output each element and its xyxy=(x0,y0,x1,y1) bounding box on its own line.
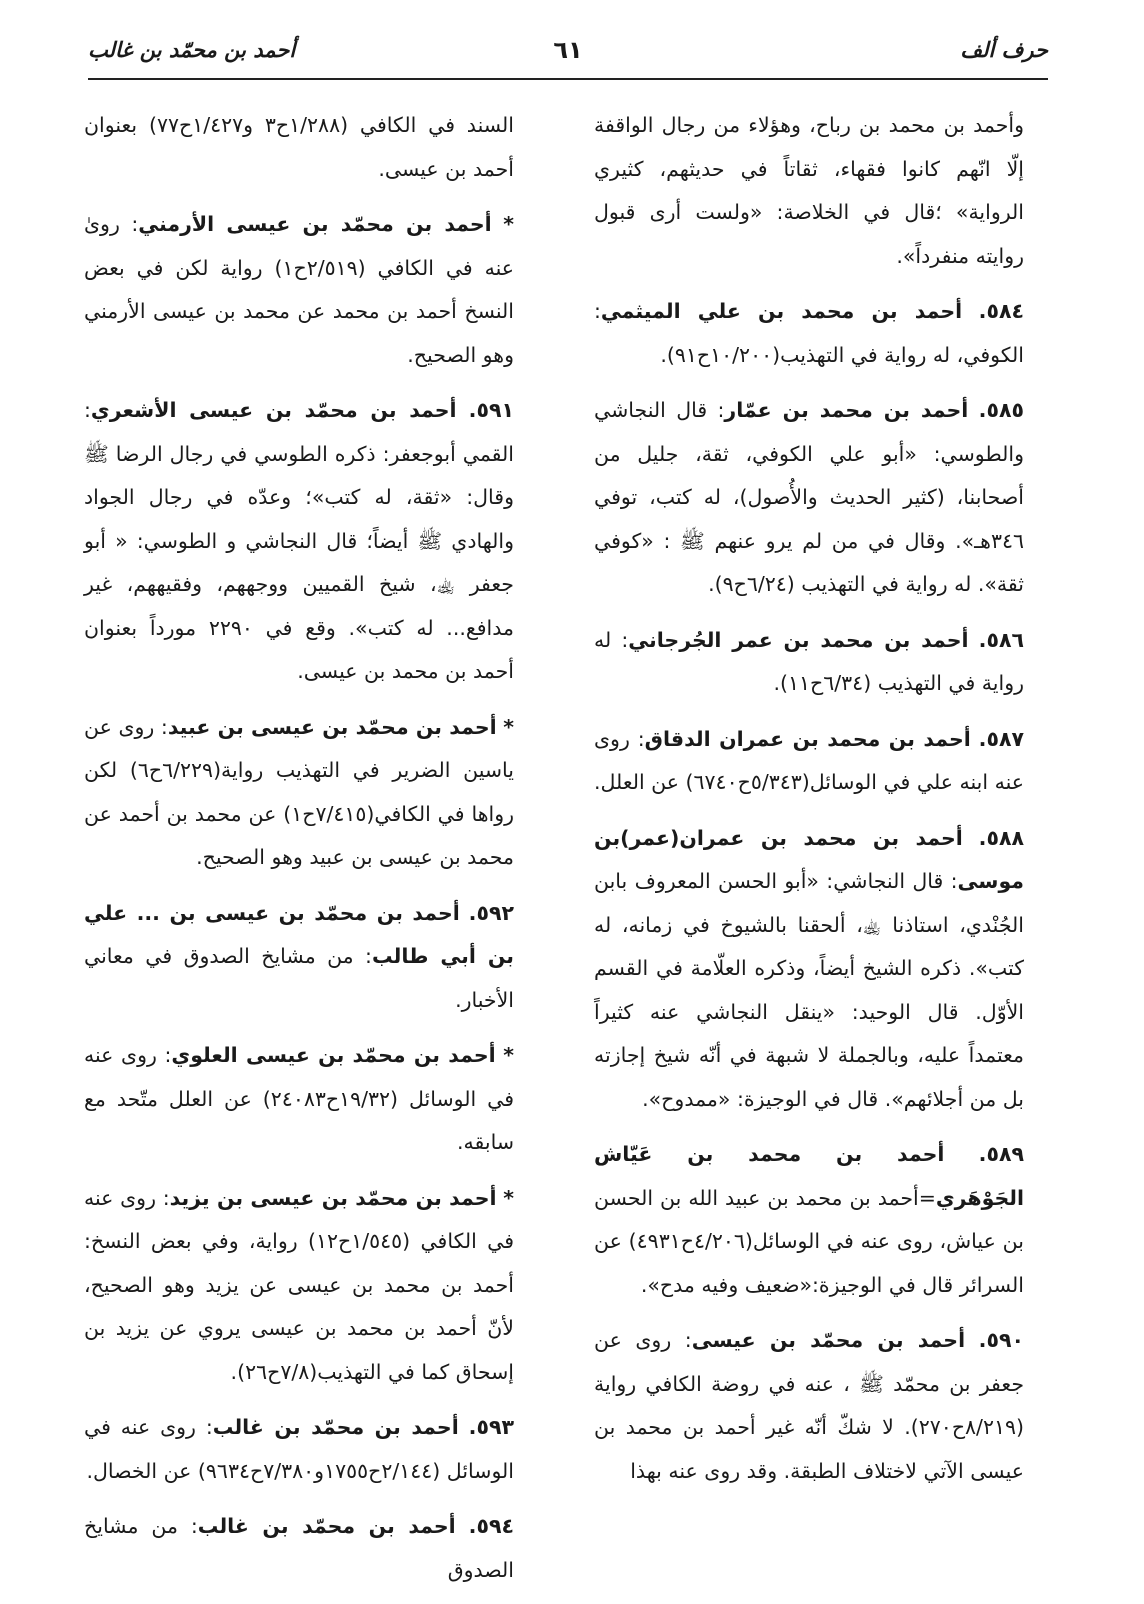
biography-entry xyxy=(594,718,1024,805)
entry-text: : روىٰ عنه في الكافي (٢/٥١٩ح١) رواية لكن في بعض النسخ أحمد بن محمد عن محمد بن عيسى الأرمني وهو الصحيح. xyxy=(84,212,514,367)
entry-text: : من مشايخ الصدوق xyxy=(84,1514,514,1582)
entry-name: أحمد بن محمد بن علي الميثمي xyxy=(600,299,963,323)
entry-name: أحمد بن محمّد بن عيسى xyxy=(691,1328,966,1352)
entry-number: ٥٨٤. xyxy=(978,299,1024,323)
entry-number: ٥٩١. xyxy=(468,398,514,422)
entry-text: : قال النجاشي: «أبو الحسن المعروف بابن الجُنْدي، استاذنا ﵀، ألحقنا بالشيوخ في زمانه، له كتب». ذكره الشيخ أيضاً، وذكره العلّامة في القسم الأوّل. قال الوحيد: «ينقل النجاشي عنه كثيراً معتمداً عليه، وبالجملة لا شبهة في أنّه شيخ إجازته بل من أجلائهم». قال في الوجيزة: «ممدوح». xyxy=(594,869,1024,1111)
page-header xyxy=(88,30,1048,80)
entry-number: ٥٩٢. xyxy=(468,900,514,925)
entry-number: ٥٨٥. xyxy=(978,398,1024,422)
entry-marker: * xyxy=(503,1185,514,1210)
entry-number: ٥٨٧. xyxy=(978,726,1024,751)
entry-text: : له رواية في التهذيب (٦/٣٤ح١١). xyxy=(594,627,1024,695)
biography-entry xyxy=(84,104,514,191)
biography-entry xyxy=(84,389,514,694)
entry-text: وأحمد بن محمد بن رباح، وهؤلاء من رجال الواقفة إلّا انّهم كانوا فقهاء، ثقاتاً في حديثهم، كثيري الرواية» ؛قال في الخلاصة: «ولست أرى قبول روايته منفرداً». xyxy=(594,113,1024,268)
page-number: ٦١ xyxy=(553,36,583,64)
entry-text: : روى عنه ابنه علي في الوسائل(٥/٣٤٣ح٦٧٤٠) عن العلل. xyxy=(594,726,1024,794)
entry-marker: * xyxy=(503,212,514,236)
right-column xyxy=(594,104,1024,1505)
entry-number: ٥٨٦. xyxy=(978,627,1024,652)
biography-entry xyxy=(594,817,1024,1122)
entry-name: أحمد بن محمّد بن عيسى العلوي xyxy=(171,1043,496,1067)
biography-entry xyxy=(594,1319,1024,1493)
entry-text: : روى عنه في الكافي (١/٥٤٥ح١٢) رواية، وفي بعض النسخ: أحمد بن محمد بن عيسى عن يزيد وهو الصحيح، لأنّ أحمد بن محمد بن عيسى يروي عن يزيد بن إسحاق كما في التهذيب(٧/٨ح٢٦). xyxy=(84,1185,514,1384)
entry-text: : القمي أبوجعفر: ذكره الطوسي في رجال الرضا ﷺ وقال: «ثقة، له كتب»؛ وعدّه في رجال الجواد والهادي ﷺ أيضاً؛ قال النجاشي و الطوسي: « أبو جعفر ﵀، شيخ القميين ووجههم، وفقيههم، غير مدافع... له كتب». وقع في ٢٢٩٠ مورداً بعنوان أحمد بن محمد بن عيسى. xyxy=(84,398,514,683)
biography-entry xyxy=(84,203,514,377)
entry-name: أحمد بن محمد بن عمّار xyxy=(724,398,969,422)
entry-text: : من مشايخ الصدوق في معاني الأخبار. xyxy=(84,944,514,1012)
entry-number: ٥٨٨. xyxy=(978,825,1024,850)
entry-text: : روى عنه في الوسائل (٢/١٤٤ح١٧٥٥و٧/٣٨٠ح٩٦٣٤) عن الخصال. xyxy=(84,1415,514,1483)
entry-marker: * xyxy=(503,1043,514,1067)
biography-entry xyxy=(84,892,514,1023)
entry-number: ٥٨٩. xyxy=(978,1142,1024,1166)
entry-marker: * xyxy=(503,714,514,739)
biography-entry xyxy=(594,619,1024,706)
entry-text: السند في الكافي (١/٢٨٨ح٣ و١/٤٢٧ح٧٧) بعنوان أحمد بن عيسى. xyxy=(84,113,514,181)
biography-entry xyxy=(84,1406,514,1493)
biography-entry xyxy=(84,706,514,880)
chapter-title: حرف ألف xyxy=(960,38,1048,62)
entry-name: أحمد بن محمّد بن غالب xyxy=(212,1415,459,1439)
entry-text: : روى عن جعفر بن محمّد ﷺ ، عنه في روضة الكافي رواية (٨/٢١٩ح٢٧٠). لا شكّ أنّه غير أحمد بن محمد بن عيسى الآتي لاختلاف الطبقة. وقد روى عنه بهذا xyxy=(594,1328,1024,1483)
entry-name: أحمد بن محمّد بن عيسى الأشعري xyxy=(90,398,457,422)
biography-entry xyxy=(84,1177,514,1395)
entry-name: أحمد بن محمّد بن عيسى بن عبيد xyxy=(167,714,497,739)
entry-name: أحمد بن محمّد بن عيسى بن ... علي بن أبي طالب xyxy=(84,900,514,968)
entry-name: أحمد بن محمد بن عمر الجُرجاني xyxy=(628,627,969,652)
entry-number: ٥٩٣. xyxy=(468,1415,514,1439)
entry-name: أحمد بن محمد بن عمران(عمر)بن موسى xyxy=(594,825,1024,893)
biography-entry xyxy=(84,1505,514,1592)
running-title: أحمد بن محمّد بن غالب xyxy=(88,38,296,62)
entry-text: : روى عن ياسين الضرير في التهذيب رواية(٦/٢٢٩ح٦) لكن رواها في الكافي(٧/٤١٥ح١) عن محمد بن أحمد عن محمد بن عيسى بن عبيد وهو الصحيح. xyxy=(84,714,515,869)
entry-text: =أحمد بن محمد بن عبيد الله بن الحسن بن عياش، روى عنه في الوسائل(٤/٢٠٦ح٤٩٣١) عن السرائر قال في الوجيزة:«ضعيف وفيه مدح». xyxy=(594,1185,1024,1297)
entry-text: : قال النجاشي والطوسي: «أبو علي الكوفي، ثقة، جليل من أصحابنا، (كثير الحديث والأُصول)، له كتب، توفي ٣٤٦هـ». وقال في من لم يرو عنهم ﷺ : «كوفي ثقة». له رواية في التهذيب (٦/٢٤ح٩). xyxy=(594,398,1024,596)
entry-name: أحمد بن محمّد بن عيسى الأرمني xyxy=(138,212,492,236)
entry-name: أحمد بن محمّد بن غالب xyxy=(197,1514,456,1538)
biography-entry xyxy=(594,290,1024,377)
entry-text: : الكوفي، له رواية في التهذيب(١٠/٢٠٠ح٩١). xyxy=(594,299,1024,367)
entry-text: : روى عنه في الوسائل (١٩/٣٢ح٢٤٠٨٣) عن العلل متّحد مع سابقه. xyxy=(84,1043,514,1154)
entry-name: أحمد بن محمد بن عَيّاش الجَوْهَري xyxy=(594,1142,1024,1210)
entry-name: أحمد بن محمّد بن عيسى بن يزيد xyxy=(169,1185,497,1210)
entry-number: ٥٩٤. xyxy=(468,1514,514,1538)
biography-entry xyxy=(594,1133,1024,1307)
biography-entry xyxy=(594,104,1024,278)
entry-name: أحمد بن محمد بن عمران الدقاق xyxy=(644,726,971,751)
left-column xyxy=(84,104,514,1604)
entry-number: ٥٩٠. xyxy=(978,1328,1025,1352)
biography-entry xyxy=(594,389,1024,607)
biography-entry xyxy=(84,1034,514,1165)
